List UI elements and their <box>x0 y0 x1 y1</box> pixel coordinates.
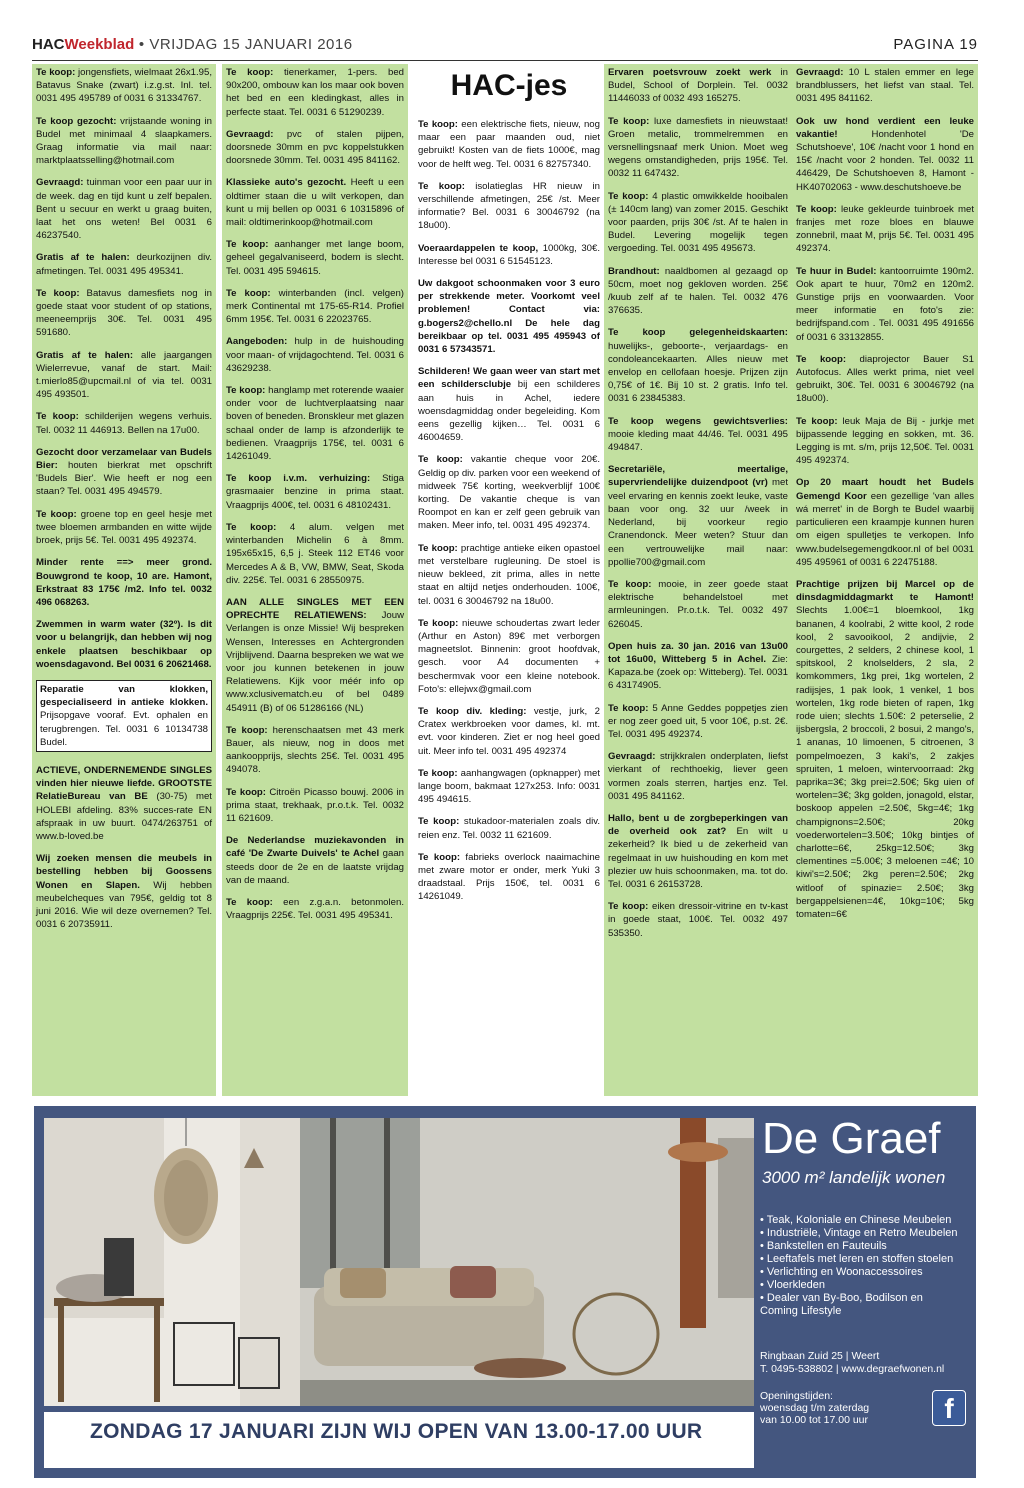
ad-body: luxe damesfiets in nieuwstaat! Groen metalic, trommelremmen en versnellingsnaaf merk Union. Moet weg wegens omstandigheden, prijs 195€. Tel. 0032 11 647432. <box>608 115 788 180</box>
ad-lead: Zwemmen in warm water (32º). Is dit voor u belangrijk, dan hebben wij nog enkele plaatsen beschikbaar op woensdagavond. Bel 0031 6 20621468. <box>36 619 212 670</box>
ad-lead: Te koop: <box>36 411 79 423</box>
ad-body: nieuwe schoudertas zwart leder (Arthur en Aston) 89€ met verborgen magneetslot. Binnenin: groot hoofdvak, gesch. voor A4 documenten + beschermvak voor een kleine notebook. Foto's: ellejwx@gmail.com <box>418 617 600 695</box>
column-1 <box>32 64 216 1096</box>
classified-ad <box>796 578 974 921</box>
classified-ad <box>796 476 974 568</box>
classified-ad <box>608 812 788 891</box>
classified-ad <box>36 349 212 402</box>
classified-ad <box>418 242 600 268</box>
classified-ad <box>418 851 600 904</box>
ad-lead: De Nederlandse muziekavonden in café 'De Zwarte Duivels' te Achel <box>226 835 404 860</box>
ad-body: met veel ervaring en kennis zoekt leuke, vaste baan voor ong. 32 uur /week in Nederland, bij voorkeur regio Cranendonck. Meer weten? Stuur dan een vertrouwelijke mail naar: ppollie700@gmail.com <box>608 477 788 568</box>
classified-ad <box>418 118 600 171</box>
classified-ad <box>226 472 404 512</box>
feature-item: • Vloerkleden <box>760 1279 826 1291</box>
ad-lead: Te koop i.v.m. verhuizing: <box>226 473 371 485</box>
ad-lead: AAN ALLE SINGLES MET EEN OPRECHTE RELATIEWENS: <box>226 596 404 622</box>
ad-lead: Te koop: <box>418 180 465 192</box>
classified-ad <box>36 618 212 671</box>
ad-lead: Open huis za. 30 jan. 2016 van 13u00 tot 16u00, Witteberg 5 in Achel. <box>608 640 788 665</box>
ad-lead: Te koop: <box>36 67 76 78</box>
classified-ad <box>796 66 974 106</box>
ad-lead: Gratis af te halen: <box>36 349 134 361</box>
ad-lead: Te koop: <box>608 901 649 913</box>
classified-ad <box>36 115 212 168</box>
classified-ad <box>418 453 600 532</box>
ad-lead: Te huur in Budel: <box>796 265 877 277</box>
ad-lead: Gevraagd: <box>226 128 274 140</box>
ad-lead: Te koop: <box>608 190 649 202</box>
classified-ad <box>796 353 974 406</box>
ad-body: aanhanger met lange boom, geheel gegalvaniseerd, bodem is slecht. Tel. 0031 495 594615. <box>226 239 405 277</box>
ad-lead: Te koop: <box>418 454 463 466</box>
classified-ad <box>608 190 788 256</box>
classifieds-section <box>32 64 978 1096</box>
ad-lead: Ervaren poetsvrouw zoekt werk <box>608 67 772 78</box>
ad-body: prachtige antieke eiken opastoel met verstelbare rugleuning. De stoel is nieuw bekleed, zit prima, alles in nette staat en altijd netjes onderhouden. 100€, tel. 0031 6 30046792 na 18u00. <box>418 542 600 607</box>
ad-body: Wij hebben meubelcheques van 795€, geldig tot 8 juni 2016. Wie wil deze overnemen? Tel. 0031 6 20735911. <box>36 879 212 931</box>
classified-ad <box>796 415 974 468</box>
classified-ad <box>226 128 404 168</box>
ad-body: 10 L stalen emmer en lege brandblussers, het liefst van staal. Tel. 0031 495 841162. <box>796 67 974 105</box>
ad-body: 4 alum. velgen met winterbanden Michelin 6 à 8mm. 195x65x15, 6,5 j. Steek 112 ET46 voor Mercedes A & B, VW, BMW, Seat, Skoda div. 225€. Tel. 0031 6 28550975. <box>226 521 404 586</box>
ad-body: strijkkralen onderplaten, liefst vierkant of rechthoekig, liever geen vormen zoals sterren, hartjes enz. Tel. 0031 495 841162. <box>608 751 788 802</box>
advert-photo-chandelier <box>44 1118 306 1406</box>
facebook-icon[interactable]: f <box>932 1390 966 1426</box>
feature-item: • Industriële, Vintage en Retro Meubelen <box>760 1227 958 1239</box>
ad-lead: Uw dakgoot schoonmaken voor 3 euro per strekkende meter. Voorkomt veel problemen! Contact via: g.bogers2@chello.nl De hele dag bereikbaar op tel. 0031 495 495943 of 0031 6 57343571. <box>418 278 600 356</box>
classified-ad <box>608 702 788 742</box>
ad-lead: Te koop: <box>418 542 458 554</box>
ad-lead: Prachtige prijzen bij Marcel op de dinsdagmiddagmarkt te Hamont! <box>796 578 974 604</box>
advert-photo-living-room <box>300 1118 754 1406</box>
ad-lead: Minder rente ==> meer grond. Bouwgrond te koop, 10 are. Hamont, Erkstraat 83 175€ /m2. Info tel. 0032 496 068263. <box>36 557 212 608</box>
ad-lead: Gezocht door verzamelaar van Budels Bier: <box>36 446 212 472</box>
ad-body: naaldbomen al gezaagd op 50cm, moet nog gekloven worden. 25€ /kuub zelf af te halen. Tel. 0032 476 376635. <box>608 265 788 317</box>
ad-body: mooie, in zeer goede staat elektrische behandelstoel met armleuningen. Pr.o.t.k. Tel. 0032 497 626045. <box>608 578 789 630</box>
ad-body: En wilt u zekerheid? Ik bied u de zekerheid van regelmaat in uw huishouding en kom met plezier uw huis schoonmaken, ma. tot do. Tel. 0031 6 26153728. <box>608 826 788 890</box>
ad-body: eiken dressoir-vitrine en tv-kast in goede staat, 100€. Tel. 0032 497 535350. <box>608 901 788 939</box>
ad-body: Hondenhotel 'De Schutshoeve', 10€ /nacht voor 1 hond en 15€ /nacht voor 2 honden. Tel. 0032 11 446429, De Schutshoeven 8, Hamont - HK40702063 - www.deschutshoeve.be <box>796 128 974 193</box>
feature-item: Coming Lifestyle <box>760 1305 842 1317</box>
classified-ad <box>36 176 212 242</box>
ad-body: 5 Anne Geddes poppetjes zien er nog zeer goed uit, 5 voor 10€, p.st. 2€. Tel. 0031 495 492374. <box>608 702 788 740</box>
ad-lead: Te koop: <box>418 617 459 629</box>
classified-ad <box>226 176 404 229</box>
ad-body: gaan steeds door de 2e en de laatste vrijdag van de maand. <box>226 848 404 886</box>
ad-body: hulp in de huishouding voor maan- of vrijdagochtend. Tel. 0031 6 43629238. <box>226 336 404 374</box>
column-3 <box>414 64 604 1096</box>
classified-ad <box>226 521 404 587</box>
ad-body: kantoorruimte 190m2. Ook apart te huur, 70m2 en 120m2. Gunstige prijs en voorwaarden. Voor meer informatie en foto's zie: bedrijfspand.com . Tel. 0031 495 491656 of 0031 6 33132855. <box>796 265 975 343</box>
brand-weekblad: Weekblad <box>64 36 135 53</box>
advert-title: De Graef <box>762 1114 941 1163</box>
classified-ad <box>608 415 788 455</box>
ad-body: een gezellige 'van alles wá merret' in de Borgh te Budel waarbij particulieren een kraampje kunnen huren om eigen spulletjes te verkopen. Info www.budelsegemengdkoor.nl of bel 0031 495 495961 of 0031 6 22475188. <box>796 490 974 568</box>
classified-ad <box>608 463 788 569</box>
classified-ad <box>226 834 404 887</box>
ad-lead: Te koop: <box>226 724 268 736</box>
opening-hours-label: Openingstijden: <box>760 1390 833 1402</box>
ad-body: een z.g.a.n. betonmolen. Vraagprijs 225€. Tel. 0031 495 495341. <box>226 896 404 922</box>
ad-body: fabrieks overlock naaimachine met zware motor er onder, merk Yuki 3 draadstaal. Prijs 150€, tel. 0031 6 14261049. <box>418 851 600 903</box>
ad-lead: Gratis af te halen: <box>36 252 130 264</box>
advert-features <box>760 1214 958 1318</box>
classified-ad <box>418 617 600 696</box>
classified-ad <box>226 724 404 777</box>
ad-body: winterbanden (incl. velgen) merk Continental mt 175-65-R14. Profiel 6mm 195€. Tel. 0031 6 22023765. <box>226 287 405 326</box>
ad-body: pvc of stalen pijpen, doorsnede 30mm en pvc koppelstukken doorsnede 30mm. Tel. 0031 495 841162. <box>226 128 404 167</box>
classified-ad <box>418 542 600 608</box>
ad-body: isolatieglas HR nieuw in verschillende afmetingen, 25€ /st. Meer informatie? Bel. 0031 6 30046792 (na 18u00). <box>418 180 600 232</box>
ad-body: mooie kleding maat 44/46. Tel. 0031 495 494847. <box>608 428 788 454</box>
feature-item: • Verlichting en Woonaccessoires <box>760 1266 923 1278</box>
ad-lead: Te koop: <box>418 119 458 130</box>
de-graef-advertisement <box>34 1106 976 1478</box>
masthead <box>32 36 353 53</box>
feature-item: • Bankstellen en Fauteuils <box>760 1240 887 1252</box>
opening-banner-text: ZONDAG 17 JANUARI ZIJN WIJ OPEN VAN 13.00-17.00 UUR <box>90 1420 703 1443</box>
ad-body: Jouw Verlangen is onze Missie! Wij bespreken Wensen, Interesses en Achtergronden Vrijblijvend. Daarna bespreken we wat we voor jou kunnen betekenen in jouw Relatiewens. Kijk voor méér info op www.xclusivematch.eu of bel 0489 454911 (B) of 06 51286166 (NL) <box>226 610 404 714</box>
ad-body: Heeft u een oldtimer staan die u wilt verkopen, dan kunt u mij bellen op 0031 6 10315896 of mail: oldtimerinkoop@hotmail.com <box>226 177 404 229</box>
ad-body: Batavus damesfiets nog in goede staat voor student of op stations, meeneemprijs 30€. Tel. 0031 495 591680. <box>36 287 212 339</box>
ad-lead: Te koop: <box>226 786 266 798</box>
classified-ad <box>608 66 788 106</box>
classified-ad <box>608 640 788 693</box>
classified-ad <box>36 852 212 931</box>
classified-ad <box>608 326 788 405</box>
classified-ad <box>608 578 788 631</box>
classified-ad <box>226 384 404 463</box>
column-5 <box>792 64 978 1096</box>
ad-body: hanglamp met roterende waaier onder voor de luchtverplaatsing naar boven of beneden. Bronskleur met glazen schaal onder de lamp is afzonderlijk te bedienen. Vraagprijs 175€, tel. 0031 6 14261049. <box>226 385 404 463</box>
ad-body: 4 plastic omwikkelde hooibalen (± 140cm lang) van zomer 2015. Geschikt voor paarden, prijs 30€ /st. Af te halen in Budel. Levering mogelijk tegen vergoeding. Tel. 0031 495 495673. <box>608 190 789 255</box>
ad-lead: Te koop gezocht: <box>36 115 117 127</box>
ad-lead: Te koop gelegenheidskaarten: <box>608 327 788 339</box>
classified-ad <box>226 287 404 327</box>
classified-ad <box>608 750 788 803</box>
ad-body: tienerkamer, 1-pers. bed 90x200, ombouw kan los maar ook boven het bed en een kledingkast, alles in perfecte staat. Tel. 0031 6 51290239. <box>226 67 404 118</box>
ad-lead: Te koop: <box>796 415 838 427</box>
ad-lead: Te koop: <box>226 385 266 397</box>
ad-body: Citroën Picasso bouwj. 2006 in prima staat, trekhaak, pr.o.t.k. Tel. 0032 11 621609. <box>226 786 404 824</box>
ad-body: tuinman voor een paar uur in de week. dag en tijd kunt u zelf bepalen. Bent u secuur en werkt u graag buiten, laat het ons weten! Bel 0031 6 46237540. <box>36 177 212 242</box>
ad-lead: Te koop: <box>226 67 274 78</box>
ad-body: alle jaargangen Wielerrevue, vanaf de start. Mail: t.mierlo85@upcmail.nl of via tel. 0031 495 493501. <box>36 349 212 401</box>
page-header <box>32 36 978 61</box>
ad-body: stukadoor-materialen zoals div. reien enz. Tel. 0032 11 621609. <box>418 816 600 841</box>
classified-ad <box>418 365 600 444</box>
ad-body: een elektrische fiets, nieuw, nog maar een paar maanden oud, niet gebruikt! Kosten van de fiets 1000€, mag voor de helft weg. Tel. 0031 6 82757340. <box>418 119 600 170</box>
classified-ad <box>36 556 212 609</box>
issue-date: • VRIJDAG 15 JANUARI 2016 <box>134 36 353 53</box>
ad-lead: Wij zoeken mensen die meubels in bestelling hebben bij Goossens Wonen en Slapen. <box>36 853 212 891</box>
classified-ad <box>608 900 788 940</box>
ad-body: bij een schilderes aan huis in Achel, iedere woensdagmiddag onder begeleiding. Kom eens gezellig kijken… Tel. 0031 6 46004659. <box>418 379 601 444</box>
ad-body: Slechts 1.00€=1 bloemkool, 1kg bananen, 4 koolrabi, 2 witte kool, 2 rode kool, 2 savooikool, 2 andijvie, 2 courgettes, 2 selders, 2 chinese kool, 1 spitskool, 2 knolselders, 2 sla, 2 komkommers, 1kg prei, 1kg wortelen, 2 radijsjes, 1 pak look, 1 venkel, 1 bos wortelen, 1kg rode bieten of rapen, 1kg rode uien; slechts 1.50€: 2 peterselie, 2 ijsbergsla, 2 broccoli, 2 bosui, 2 mango's, 1 ananas, 10 limoenen, 5 citroenen, 3 pompelmoezen, 3 kaki's, 2 zakjes spruiten, 1 meloen, wintervoorraad: 2kg paprika=3€; 3kg prei=2.50€; 5kg uien of wortelen=3€; 3kg golden, jonagold, elstar, boskoop appelen =2.50€, 5kg=4€; 1kg champignons=2.50€; 20kg voederwortelen=3.50€; 10kg bintjes of charlotte=6€, 25kg=12.50€; 3kg clementines =5.00€; 3 meloenen =4€; 10 kiwi's=2.50€; 2kg peren=2.50€; 2kg witloof of spinazie= 2.50€; 3kg bergappelsienen=4€, 10kg=10€; 5kg tomaten=6€ <box>796 605 974 920</box>
ad-lead: Te koop: <box>226 521 277 533</box>
feature-item: • Leeftafels met leren en stoffen stoelen <box>760 1253 954 1265</box>
ad-body: jongensfiets, wielmaat 26x1.95, Batavus Snake (zwart) i.z.g.st. Inl. tel. 0031 495 495789 of 0031 6 31334767. <box>36 67 212 105</box>
ad-body: in Budel, School of Dorplein. Tel. 0032 11446033 of 0032 493 165275. <box>608 67 788 105</box>
ad-lead: Te koop: <box>608 578 652 590</box>
ad-lead: Ook uw hond verdient een leuke vakantie! <box>796 115 974 140</box>
classified-ad <box>226 66 404 119</box>
classified-ad <box>796 115 974 194</box>
ad-body: herenschaatsen met 43 merk Bauer, als nieuw, nog in doos met aankoopprijs, slechts 25€. Tel. 0031 495 494078. <box>226 724 404 776</box>
advert-subtitle: 3000 m² landelijk wonen <box>762 1168 946 1187</box>
ad-body: Zie: Kapaza.be (zoek op: Witteberg). Tel. 0031 6 43174905. <box>608 653 788 692</box>
ad-body: deurkozijnen div. afmetingen. Tel. 0031 495 495341. <box>36 252 212 277</box>
classified-ad <box>36 251 212 277</box>
ad-lead: Gevraagd: <box>36 177 84 189</box>
classified-ad <box>608 265 788 318</box>
column-2 <box>222 64 408 1096</box>
ad-lead: Te koop div. kleding: <box>418 705 527 717</box>
ad-lead: Voeraardappelen te koop, <box>418 242 539 254</box>
ad-body: groene top en geel hesje met twee bloemen armbanden en witte wijde broek, prijs 5€. Tel. 0031 495 492374. <box>36 508 212 547</box>
ad-lead: Te koop wegens gewichtsverlies: <box>608 415 788 427</box>
classified-ad <box>226 335 404 375</box>
ad-body: huwelijks-, geboorte-, verjaardags- en condoleancekaarten. Alles nieuw met envelop en cellofaan hoesje. Prijzen zijn 0,75€ of 1€. Bij 10 st. 2 gratis. Info tel. 0031 6 23845383. <box>608 340 788 405</box>
ad-body: diaprojector Bauer S1 Autofocus. Alles werkt prima, niet veel gebruikt, 30€. Tel. 0031 6 30046792 (na 18u00). <box>796 353 974 405</box>
ad-body: vrijstaande woning in Budel met minimaal 4 slaapkamers. Graag informatie via mail naar: marktplaatsselling@hotmail.com <box>36 115 213 167</box>
classified-ad <box>418 815 600 841</box>
feature-item: • Dealer van By-Boo, Bodilson en <box>760 1292 923 1304</box>
classified-ad <box>226 596 404 715</box>
ad-lead: Te koop: <box>608 702 649 714</box>
feature-item: • Teak, Koloniale en Chinese Meubelen <box>760 1214 952 1226</box>
classified-ad <box>226 896 404 922</box>
advert-address <box>760 1350 944 1376</box>
classified-ad <box>36 410 212 436</box>
ad-lead: Hallo, bent u de zorgbeperkingen van de overheid ook zat? <box>608 812 788 838</box>
ad-lead: Te koop: <box>226 239 269 251</box>
classified-ad <box>796 203 974 256</box>
hours-line-1: woensdag t/m zaterdag <box>760 1402 870 1414</box>
ad-lead: Te koop: <box>608 115 650 127</box>
ad-body: leuke gekleurde tuinbroek met franjes met roze bloes en blauwe zonnebril, maat M, prijs 5€. Tel. 0031 495 492374. <box>796 203 974 255</box>
ad-lead: ACTIEVE, ONDERNEMENDE SINGLES vinden hier nieuwe liefde. GROOTSTE RelatieBureau van BE <box>36 764 212 803</box>
ad-body: leuk Maja de Bij - jurkje met bijpassende legging en sokken, mt. 36. Legging is mt. s/m, prijs 12,50€. Tel. 0031 495 492374. <box>796 415 975 467</box>
classified-ad <box>418 277 600 356</box>
classified-ad <box>418 767 600 807</box>
ad-body: 1000kg, 30€. Interesse bel 0031 6 51545123. <box>418 242 600 267</box>
classified-ad <box>36 764 212 843</box>
ad-body: vestje, jurk, 2 Cratex werkbroeken voor dames, kl. mt. evt. voor kinderen. Ziet er nog heel goed uit. Meer info tel. 0031 495 492374 <box>418 705 600 757</box>
ad-body: (30-75) met HOLEBI afdeling. 83% succes-rate EN afspraak in uw buurt. 0474/263751 of www.b-loved.be <box>36 791 212 842</box>
classified-ad <box>226 238 404 278</box>
classified-ad <box>36 680 212 752</box>
ad-lead: Brandhout: <box>608 265 660 277</box>
hours-line-2: van 10.00 tot 17.00 uur <box>760 1414 868 1426</box>
ad-lead: Te koop: <box>226 896 273 908</box>
ad-lead: Te koop: <box>418 767 458 779</box>
classified-ad <box>36 287 212 340</box>
ad-lead: Klassieke auto's gezocht. <box>226 177 347 189</box>
brand-hac: HAC <box>32 36 65 53</box>
classified-ad <box>418 705 600 758</box>
ad-body: vakantie cheque voor 20€. Geldig op div. parken voor een weekend of midweek 75€ korting, weekverblijf 100€ korting. De vakantie cheque is van Roompot en kan er zelf geen gebruik van maken. Meer info, tel. 0031 495 492374. <box>418 454 600 532</box>
ad-lead: Reparatie van klokken, gespecialiseerd in antieke klokken. <box>40 683 208 709</box>
ad-body: schilderijen wegens verhuis. Tel. 0032 11 446913. Bellen na 17u00. <box>36 411 212 436</box>
classified-ad <box>36 66 212 106</box>
ad-lead: Te koop: <box>418 816 460 828</box>
ad-lead: Te koop: <box>796 203 837 215</box>
classified-ad <box>226 786 404 826</box>
ad-lead: Te koop: <box>796 353 847 365</box>
ad-lead: Te koop: <box>36 287 80 299</box>
classified-ad <box>36 446 212 499</box>
opening-banner <box>44 1412 754 1468</box>
ad-lead: Te koop: <box>36 508 77 520</box>
section-title: HAC-jes <box>450 69 568 102</box>
classified-ad <box>418 180 600 233</box>
classified-ad <box>796 265 974 344</box>
address-line-2[interactable]: T. 0495-538802 | www.degraefwonen.nl <box>760 1363 945 1375</box>
classified-ad <box>608 115 788 181</box>
opening-hours <box>760 1402 869 1426</box>
page-number: PAGINA 19 <box>893 36 978 53</box>
ad-body: Stiga grasmaaier benzine in prima staat. Vraagprijs 400€, tel. 0031 6 48102431. <box>226 473 404 511</box>
ad-lead: Secretariële, meertalige, supervriendelijke duizendpoot (vr) <box>608 464 788 489</box>
ad-body: Prijsopgave vooraf. Evt. ophalen en terugbrengen. Tel. 0031 6 10134738 Budel. <box>40 710 208 748</box>
ad-lead: Gevraagd: <box>796 67 844 78</box>
ad-lead: Gevraagd: <box>608 751 656 763</box>
ad-lead: Op 20 maart houdt het Budels Gemengd Koor <box>796 477 974 502</box>
ad-lead: Te koop: <box>226 287 271 299</box>
address-line-1: Ringbaan Zuid 25 | Weert <box>760 1350 880 1362</box>
classified-ad <box>36 508 212 548</box>
ad-lead: Schilderen! We gaan weer van start met een schildersclubje <box>418 366 600 391</box>
ad-body: aanhangwagen (opknapper) met lange boom, bakmaat 127x253. Info: 0031 495 494615. <box>418 767 600 806</box>
ad-body: houten bierkrat met opschrift 'Budels Bier'. Wie heeft er nog een staan? Tel. 0031 495 494579. <box>36 460 212 498</box>
ad-lead: Aangeboden: <box>226 336 288 348</box>
ad-lead: Te koop: <box>418 851 461 863</box>
column-4 <box>604 64 792 1096</box>
